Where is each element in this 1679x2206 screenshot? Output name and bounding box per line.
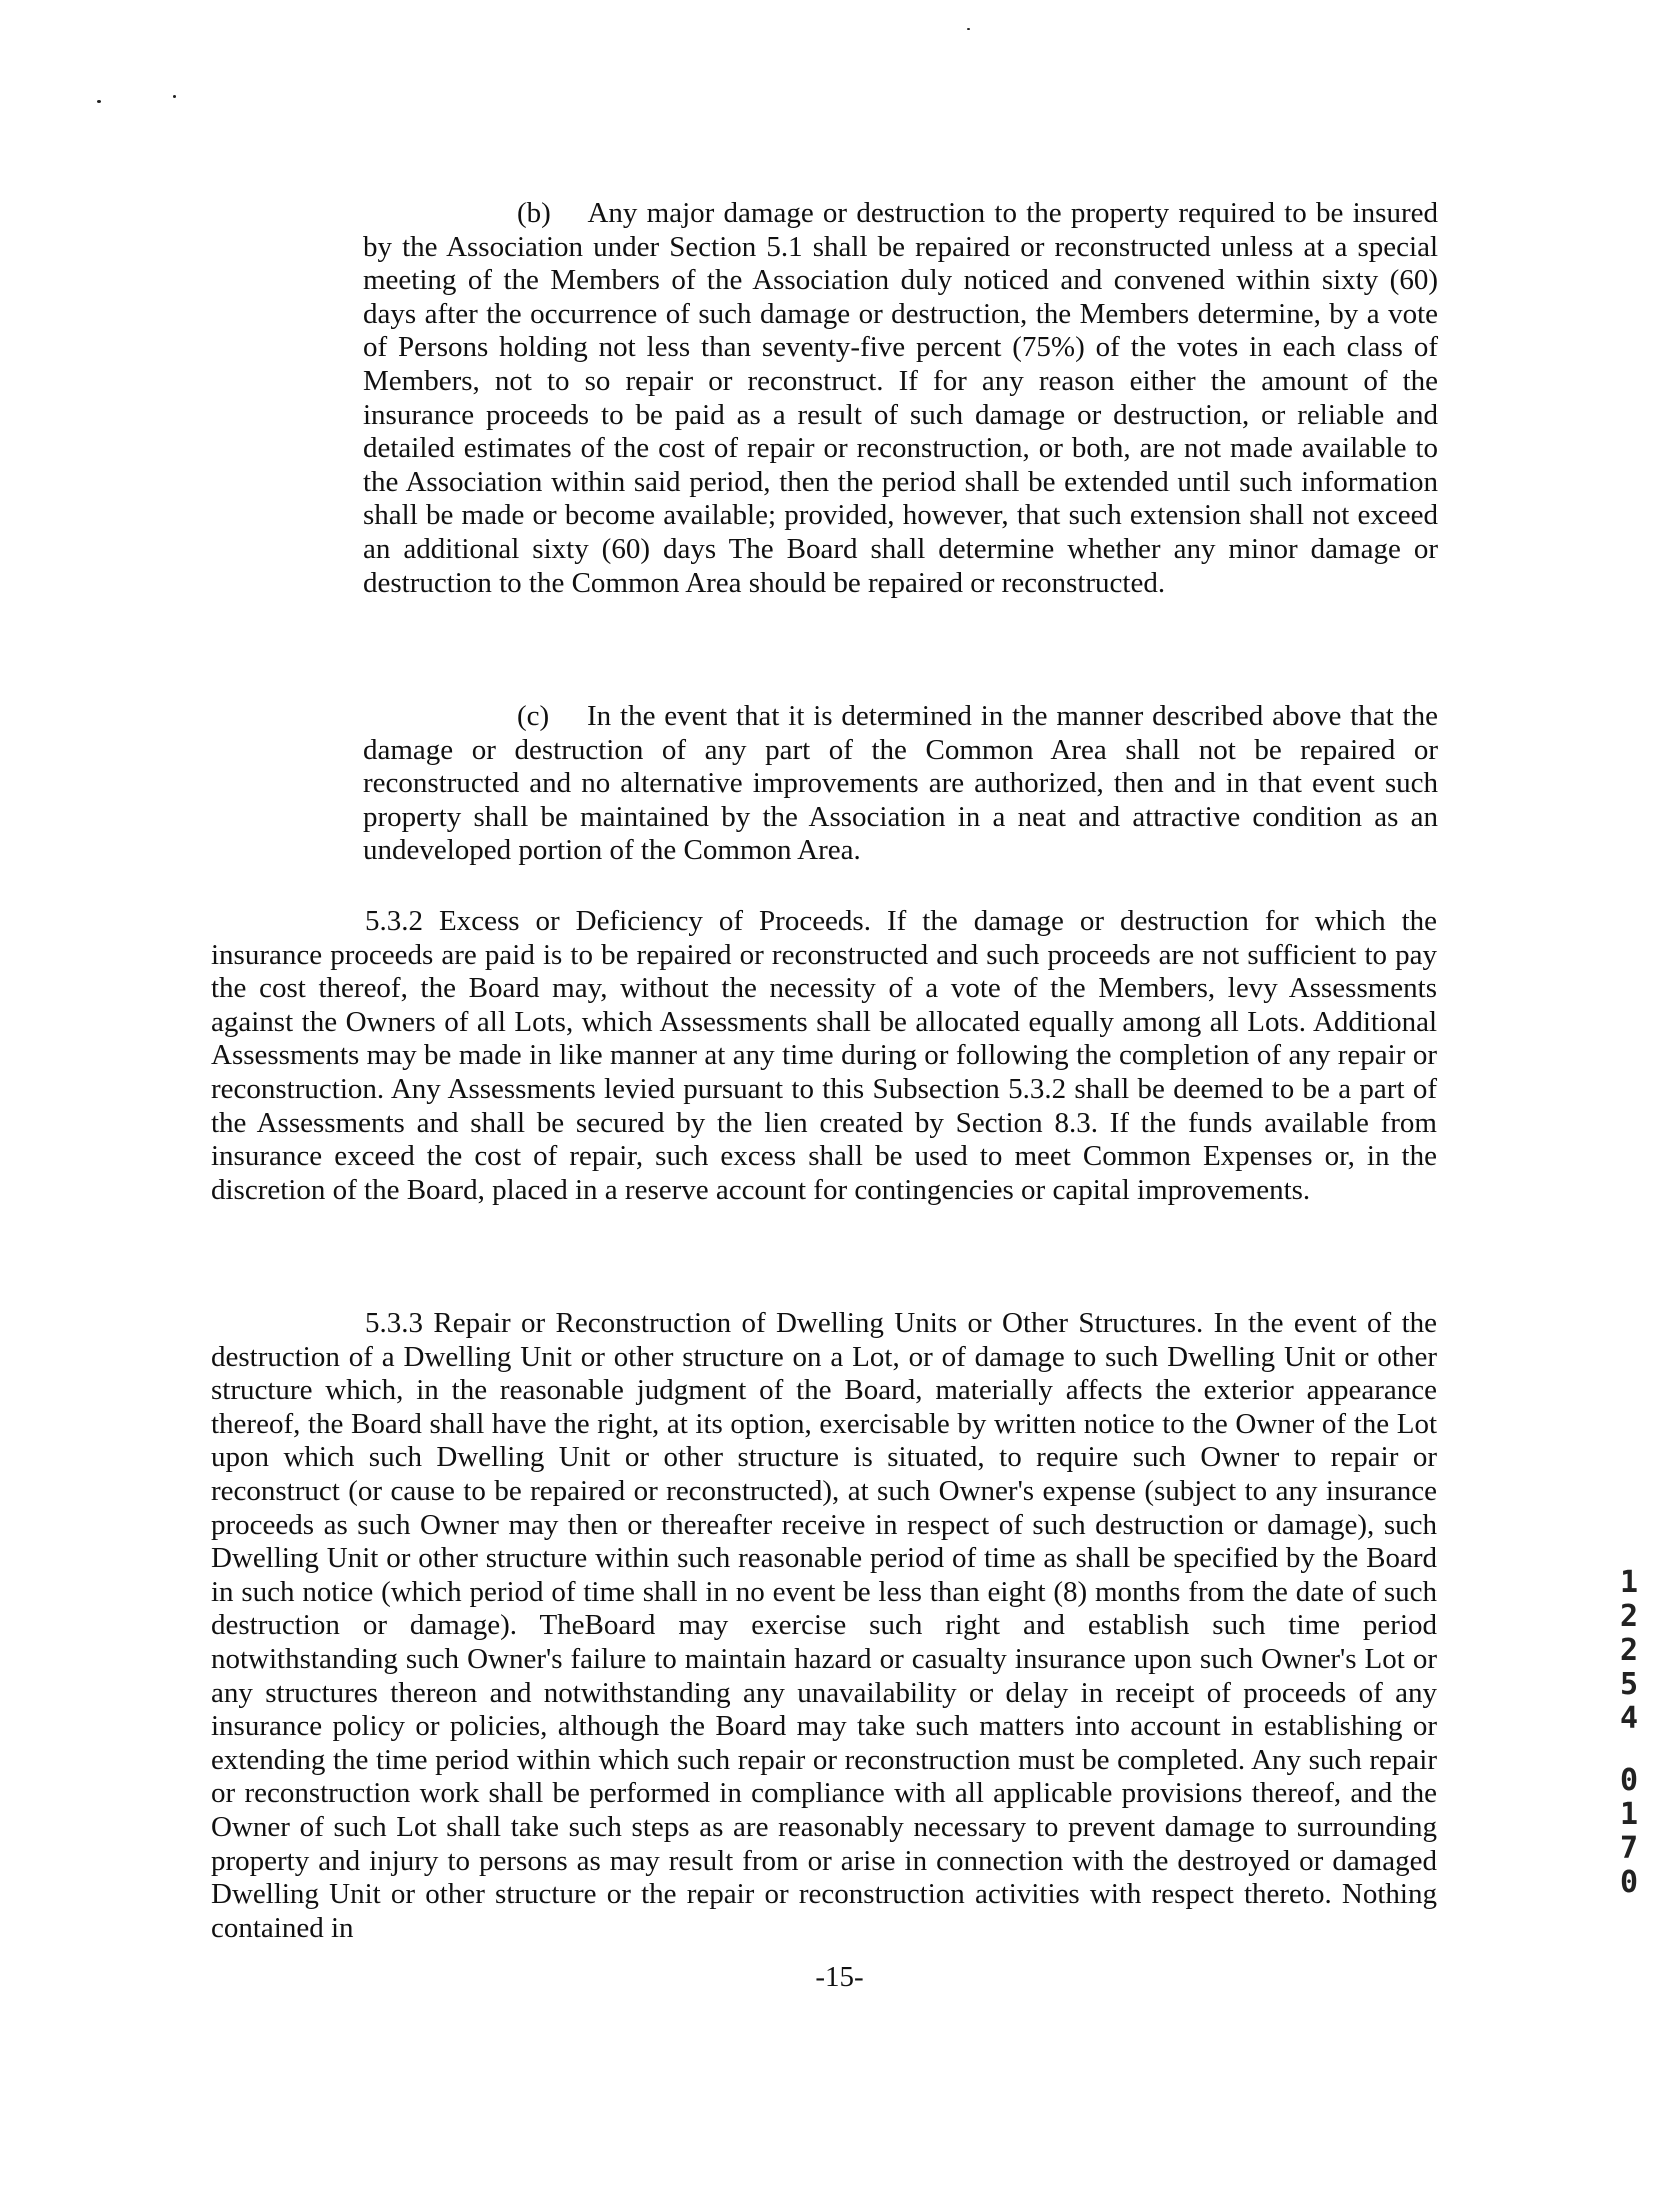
scan-speck [97,100,101,103]
paragraph-b: (b) Any major damage or destruction to the property required to be insured by the Association under Section 5.1 shall be repaired or reconstructed unless at a special meeting of the Members of the Association duly noticed and convened within sixty (60) days after the occurrence of such damage or destruction, the Members determine, by a vote of Persons holding not less than seventy-five percent (75%) of the votes in each class of Members, not to so repair or reconstruct. If for any reason either the amount of the insurance proceeds to be paid as a result of such damage or destruction, or reliable and detailed estimates of the cost of repair or reconstruction, or both, are not made available to the Association within said period, then the period shall be extended until such information shall be made or become available; provided, however, that such extension shall not exceed an additional sixty (60) days The Board shall determine whether any minor damage or destruction to the Common Area should be repaired or reconstructed. [363,197,1438,599]
scan-speck [173,95,176,98]
recording-number-stamp [1614,1565,1644,1902]
recording-digit: 7 [1619,1831,1639,1866]
scan-speck [967,28,970,30]
recording-digit: 2 [1619,1633,1639,1668]
recording-digit: 5 [1619,1667,1639,1702]
section-5-3-3-paragraph: 5.3.3 Repair or Reconstruction of Dwelling Units or Other Structures. In the event of the destruction of a Dwelling Unit or other structure on a Lot, or of damage to such Dwelling Unit or other structure which, in the reasonable judgment of the Board, materially affects the exterior appearance thereof, the Board shall have the right, at its option, exercisable by written notice to the Owner of the Lot upon which such Dwelling Unit or other structure is situated, to require such Owner to repair or reconstruct (or cause to be repaired or reconstructed), at such Owner's expense (subject to any insurance proceeds as such Owner may then or thereafter receive in respect of such destruction or damage), such Dwelling Unit or other structure within such reasonable period of time as shall be specified by the Board in such notice (which period of time shall in no event be less than eight (8) months from the date of such destruction or damage). TheBoard may exercise such right and establish such time period notwithstanding such Owner's failure to maintain hazard or casualty insurance upon such Owner's Lot or any structures thereon and notwithstanding any unavailability or delay in receipt of proceeds of any insurance policy or policies, although the Board may take such matters into account in establishing or extending the time period within which such repair or reconstruction must be completed. Any such repair or reconstruction work shall be performed in compliance with all applicable provisions thereof, and the Owner of such Lot shall take such steps as are reasonably necessary to prevent damage to surrounding property and injury to persons as may result from or arise in connection with the destroyed or damaged Dwelling Unit or other structure or the repair or reconstruction activities with respect thereto. Nothing contained in [211,1307,1437,1944]
recording-digit: 2 [1619,1599,1639,1634]
recording-digit: 4 [1619,1701,1639,1736]
paragraph-c: (c) In the event that it is determined in the manner described above that the damage or destruction of any part of the Common Area shall not be repaired or reconstructed and no alternative improvements are authorized, then and in that event such property shall be maintained by the Association in a neat and attractive condition as an undeveloped portion of the Common Area. [363,700,1438,867]
page-number: -15- [815,1961,864,1993]
recording-digit: 1 [1619,1565,1639,1600]
section-5-3-2-paragraph: 5.3.2 Excess or Deficiency of Proceeds. If the damage or destruction for which the insurance proceeds are paid is to be repaired or reconstructed and such proceeds are not sufficient to pay the cost thereof, the Board may, without the necessity of a vote of the Members, levy Assessments against the Owners of all Lots, which Assessments shall be allocated equally among all Lots. Additional Assessments may be made in like manner at any time during or following the completion of any repair or reconstruction. Any Assessments levied pursuant to this Subsection 5.3.2 shall be deemed to be a part of the Assessments and shall be secured by the lien created by Section 8.3. If the funds available from insurance exceed the cost of repair, such excess shall be used to meet Common Expenses or, in the discretion of the Board, placed in a reserve account for contingencies or capital improvements. [211,905,1437,1206]
recording-digit: 0 [1619,1763,1639,1798]
recording-digit: 0 [1619,1865,1639,1900]
recording-digit: 1 [1619,1797,1639,1832]
